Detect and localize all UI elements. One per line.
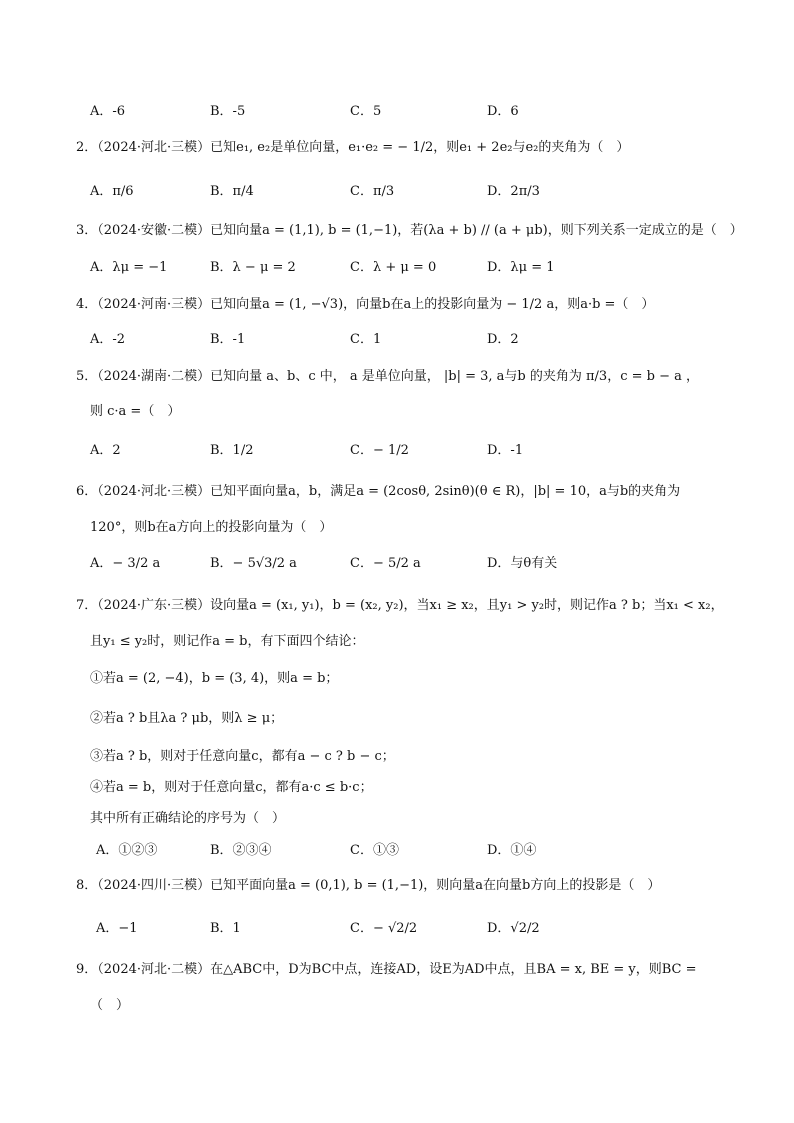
q8-option-b: B．1 — [210, 921, 241, 936]
q7-option-c: C．①③ — [350, 843, 399, 858]
q7-stem-question: 其中所有正确结论的序号为（ ） — [90, 811, 286, 826]
q5-option-b: B．1/2 — [210, 443, 254, 458]
q9-stem: 9．（2024·河北·二模）在△ABC中，D为BC中点，连接AD，设E为AD中点，且BA = x, BE = y，则BC = — [76, 962, 697, 977]
q5-option-c: C．− 1/2 — [350, 443, 409, 458]
q2-option-a: A．π/6 — [90, 184, 134, 199]
q1-option-c: C．5 — [350, 104, 382, 119]
q7-statement-2: ②若a ? b且λa ? μb，则λ ≥ μ； — [90, 711, 284, 726]
q1-option-b: B．-5 — [210, 104, 246, 119]
q6-stem-continued: 120°，则b在a方向上的投影向量为（ ） — [90, 520, 333, 535]
q6-option-b: B．− 5√3/2 a — [210, 556, 297, 571]
q1-option-a: A．-6 — [90, 104, 126, 119]
q7-option-b: B．②③④ — [210, 843, 272, 858]
q5-option-d: D．-1 — [487, 443, 524, 458]
q4-stem: 4．（2024·河南·三模）已知向量a = (1, −√3)，向量b在a上的投影向量为 − 1/2 a，则a·b =（ ） — [76, 297, 655, 312]
q5-stem-continued: 则 c·a =（ ） — [90, 404, 181, 419]
q9-stem-continued: （ ） — [90, 998, 130, 1013]
q6-stem: 6．（2024·河北·三模）已知平面向量a，b，满足a = (2cosθ, 2sinθ)(θ ∈ R)，|b| = 10，a与b的夹角为 — [76, 484, 681, 499]
q5-stem: 5．（2024·湖南·二模）已知向量 a、b、c 中， a 是单位向量， |b| = 3, a与b 的夹角为 π/3，c = b − a ， — [76, 369, 699, 384]
q8-stem: 8．（2024·四川·三模）已知平面向量a = (0,1), b = (1,−1)，则向量a在向量b方向上的投影是（ ） — [76, 878, 661, 893]
q8-option-d: D．√2/2 — [487, 921, 540, 936]
q3-option-a: A．λμ = −1 — [90, 260, 168, 275]
q2-option-c: C．π/3 — [350, 184, 395, 199]
q7-option-a: A．①②③ — [96, 843, 158, 858]
q3-option-d: D．λμ = 1 — [487, 260, 555, 275]
q3-stem: 3．（2024·安徽·二模）已知向量a = (1,1), b = (1,−1)，若(λa + b) // (a + μb)，则下列关系一定成立的是（ ） — [76, 223, 743, 238]
q5-option-a: A．2 — [90, 443, 121, 458]
q2-option-d: D．2π/3 — [487, 184, 540, 199]
q4-option-c: C．1 — [350, 332, 382, 347]
q4-option-d: D．2 — [487, 332, 519, 347]
q4-option-a: A．-2 — [90, 332, 126, 347]
q2-option-b: B．π/4 — [210, 184, 254, 199]
q7-statement-4: ④若a = b，则对于任意向量c，都有a·c ≤ b·c； — [90, 780, 373, 795]
q8-option-c: C．− √2/2 — [350, 921, 418, 936]
q6-option-a: A．− 3/2 a — [90, 556, 161, 571]
q8-option-a: A．−1 — [96, 921, 138, 936]
q7-stem-continued: 且y₁ ≤ y₂时，则记作a = b，有下面四个结论： — [90, 634, 365, 649]
q7-statement-3: ③若a ? b，则对于任意向量c，都有a − c ? b − c； — [90, 749, 395, 764]
q3-option-b: B．λ − μ = 2 — [210, 260, 296, 275]
q4-option-b: B．-1 — [210, 332, 246, 347]
q1-option-d: D．6 — [487, 104, 519, 119]
q6-option-c: C．− 5/2 a — [350, 556, 421, 571]
q7-statement-1: ①若a = (2, −4)，b = (3, 4)，则a = b； — [90, 671, 339, 686]
q2-stem: 2．（2024·河北·三模）已知e₁, e₂是单位向量，e₁·e₂ = − 1/2，则e₁ + 2e₂与e₂的夹角为（ ） — [76, 140, 630, 155]
q6-option-d: D．与θ有关 — [487, 556, 558, 571]
q7-option-d: D．①④ — [487, 843, 537, 858]
q3-option-c: C．λ + μ = 0 — [350, 260, 437, 275]
q7-stem: 7．（2024·广东·三模）设向量a = (x₁, y₁)，b = (x₂, y₂)，当x₁ ≥ x₂，且y₁ > y₂时，则记作a ? b；当x₁ < x₂， — [76, 598, 724, 613]
